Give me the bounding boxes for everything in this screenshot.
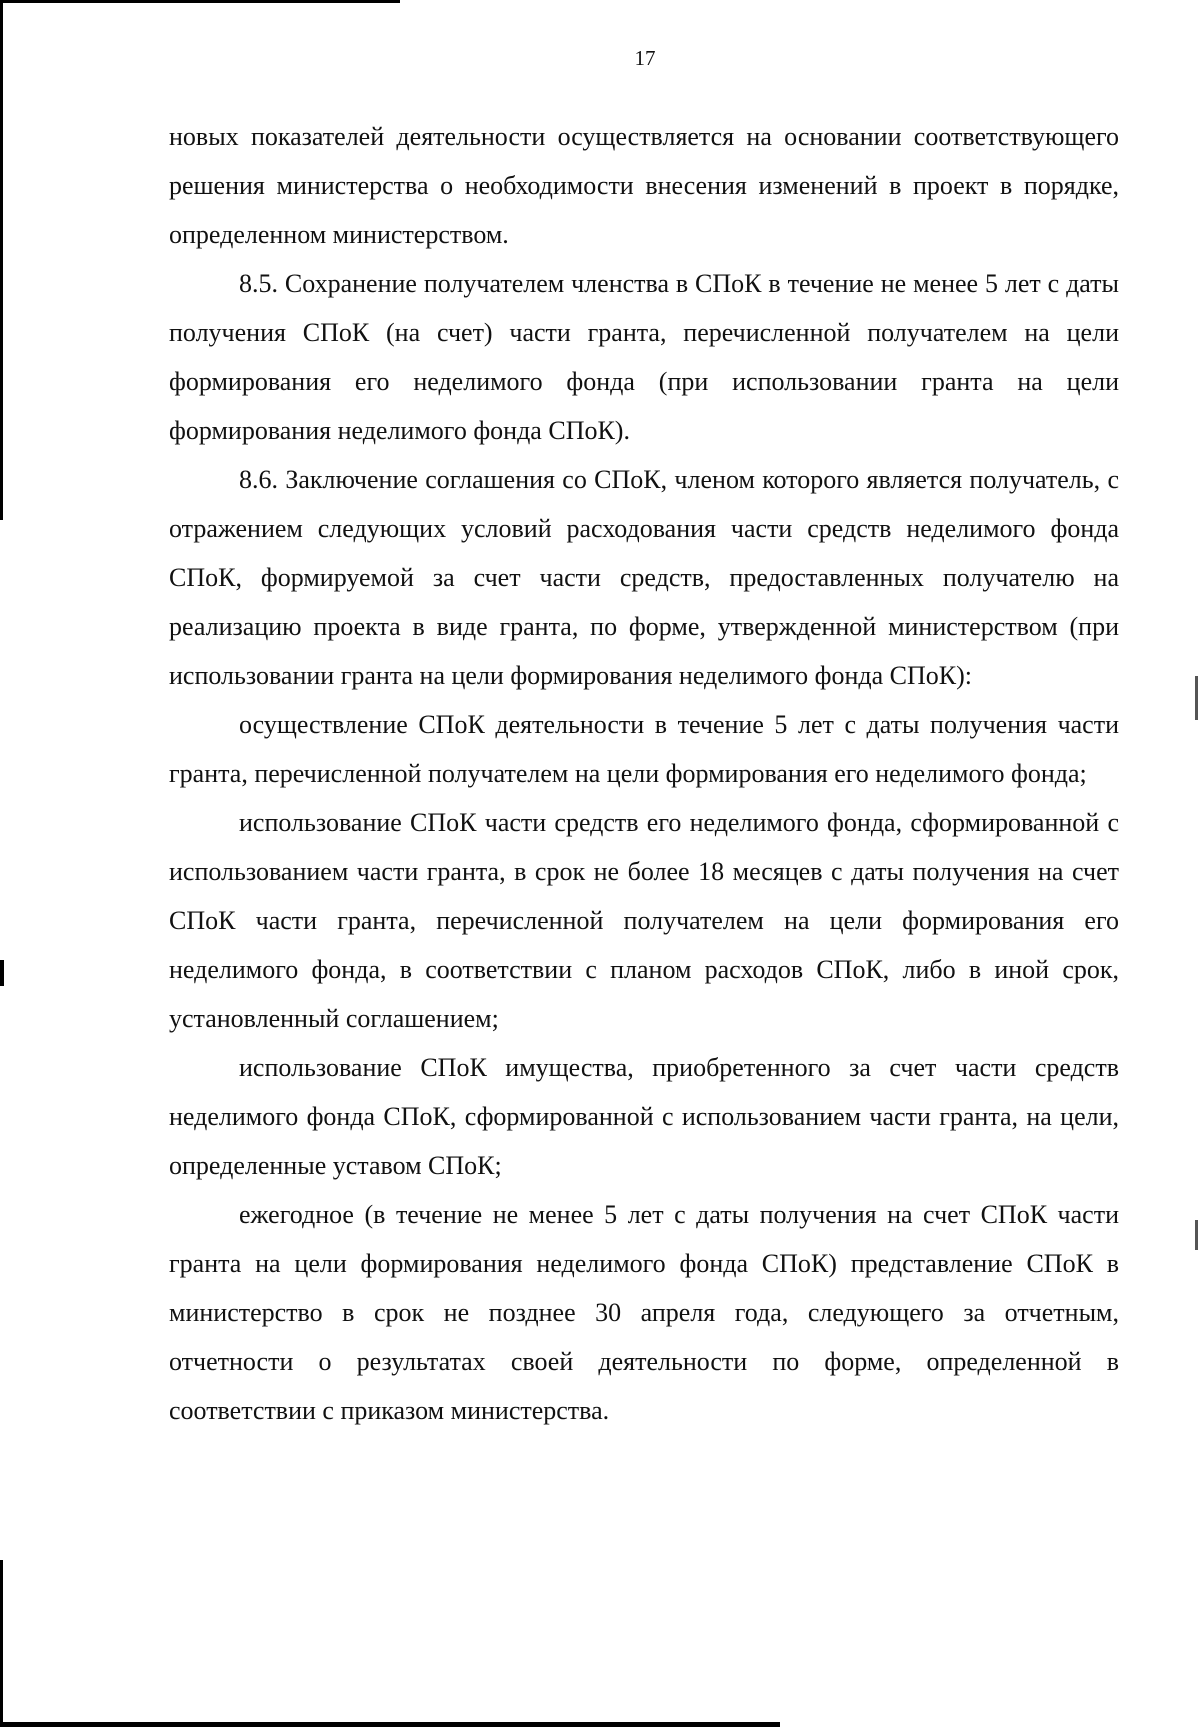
scan-border-left-lower [0,1560,3,1727]
condition-item-reporting: ежегодное (в течение не менее 5 лет с даты получения на счет СПоК части гранта на цели формирования неделимого фонда СПоК) представление СПоК в министерство в срок не позднее 30 апреля года, следующего за отчетным, отчетности о результатах своей деятельности по форме, определенной в соответствии с приказом министерства. [169,1200,1119,1425]
document-body [169,112,1119,1435]
scan-border-left-upper [0,0,3,520]
paragraph-8-6: 8.6. Заключение соглашения со СПоК, членом которого является получатель, с отражением следующих условий расходования части средств неделимого фонда СПоК, формируемой за счет части средств, предоставленных получателю на реализацию проекта в виде гранта, по форме, утвержденной министерством (при использовании гранта на цели формирования неделимого фонда СПоК): [169,465,1119,690]
page-number: 17 [634,46,656,70]
condition-item-property-use: использование СПоК имущества, приобретенного за счет части средств неделимого фонда СПоК, сформированной с использованием части гранта, на цели, определенные уставом СПоК; [169,1053,1119,1180]
scan-border-top [0,0,400,3]
paragraph-8-5: 8.5. Сохранение получателем членства в СПоК в течение не менее 5 лет с даты получения СПоК (на счет) части гранта, перечисленной получателем на цели формирования его неделимого фонда (при использовании гранта на цели формирования неделимого фонда СПоК). [169,269,1119,445]
scan-mark-right-upper [1195,676,1198,720]
paragraph-continuation: новых показателей деятельности осуществляется на основании соответствующего решения министерства о необходимости внесения изменений в проект в порядке, определенном министерством. [169,122,1119,249]
scan-border-bottom [0,1722,780,1727]
condition-item-activity: осуществление СПоК деятельности в течение 5 лет с даты получения части гранта, перечисленной получателем на цели формирования его неделимого фонда; [169,710,1119,788]
scan-mark-left [0,960,4,986]
scan-mark-right-lower [1195,1220,1198,1250]
condition-item-funds-use: использование СПоК части средств его неделимого фонда, сформированной с использованием части гранта, в срок не более 18 месяцев с даты получения на счет СПоК части гранта, перечисленной получателем на цели формирования его неделимого фонда, в соответствии с планом расходов СПоК, либо в иной срок, установленный соглашением; [169,808,1119,1033]
